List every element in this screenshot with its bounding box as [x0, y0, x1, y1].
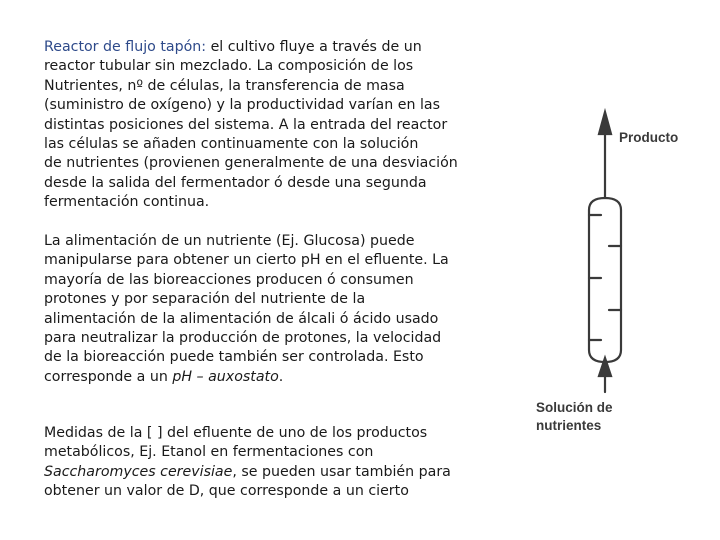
paragraph-line: las células se añaden continuamente con la solución: [44, 136, 419, 153]
paragraph-line: La alimentación de un nutriente (Ej. Glucosa) puede: [44, 233, 415, 249]
nutrient-solution-label: [536, 399, 613, 435]
paragraph-line: [44, 463, 524, 482]
paragraph-plug-flow: [44, 38, 524, 213]
paragraph-line: manipularse para obtener un cierto pH en el efluente. La: [44, 252, 449, 269]
reactor-tube: [589, 198, 621, 362]
paragraph-line: [44, 38, 524, 57]
text-span: corresponde a un: [44, 368, 173, 385]
paragraph-line: de la bioreacción puede también ser controlada. Esto: [44, 349, 424, 366]
paragraph-line: alimentación de la alimentación de álcali ó ácido usado: [44, 310, 439, 327]
reactor-drawing: [520, 100, 720, 450]
paragraph-line: metabólicos, Ej. Etanol en fermentaciones con: [44, 444, 374, 461]
term-lead: Reactor de flujo tapón:: [44, 39, 207, 55]
text-span: el cultivo fluye a través de un: [206, 39, 422, 55]
label-line: Solución de: [536, 400, 613, 415]
paragraph-line: protones y por separación del nutriente de la: [44, 291, 366, 308]
term-ph-auxostat: pH – auxostato: [172, 368, 279, 385]
paragraph-line: mayoría de las bioreacciones producen ó consumen: [44, 271, 414, 288]
product-arrow-icon: [599, 112, 611, 134]
paragraph-line: Nutrientes, nº de células, la transferencia de masa: [44, 77, 405, 94]
paragraph-line: distintas posiciones del sistema. A la entrada del reactor: [44, 116, 448, 133]
paragraph-ph-auxostat: [44, 232, 524, 387]
label-line: nutrientes: [536, 418, 602, 433]
product-label: Producto: [619, 130, 679, 145]
paragraph-line: Medidas de la [ ] del efluente de uno de los productos: [44, 425, 428, 441]
text-span: , se pueden usar también para: [232, 463, 451, 480]
paragraph-line: obtener un valor de D, que corresponde a un cierto: [44, 483, 409, 500]
paragraph-line: reactor tubular sin mezclado. La composición de los: [44, 58, 414, 75]
plug-flow-reactor-diagram: [520, 100, 720, 450]
text-span: .: [278, 368, 284, 385]
term-saccharomyces: Saccharomyces cerevisiae: [44, 463, 233, 480]
paragraph-line: para neutralizar la producción de protones, la velocidad: [44, 330, 442, 347]
paragraph-effluent-measurements: [44, 424, 524, 502]
paragraph-line: de nutrientes (provienen generalmente de una desviación: [44, 155, 458, 172]
paragraph-line: [44, 368, 524, 387]
paragraph-line: fermentación continua.: [44, 194, 210, 211]
paragraph-line: (suministro de oxígeno) y la productividad varían en las: [44, 97, 440, 114]
paragraph-line: desde la salida del fermentador ó desde una segunda: [44, 174, 427, 191]
